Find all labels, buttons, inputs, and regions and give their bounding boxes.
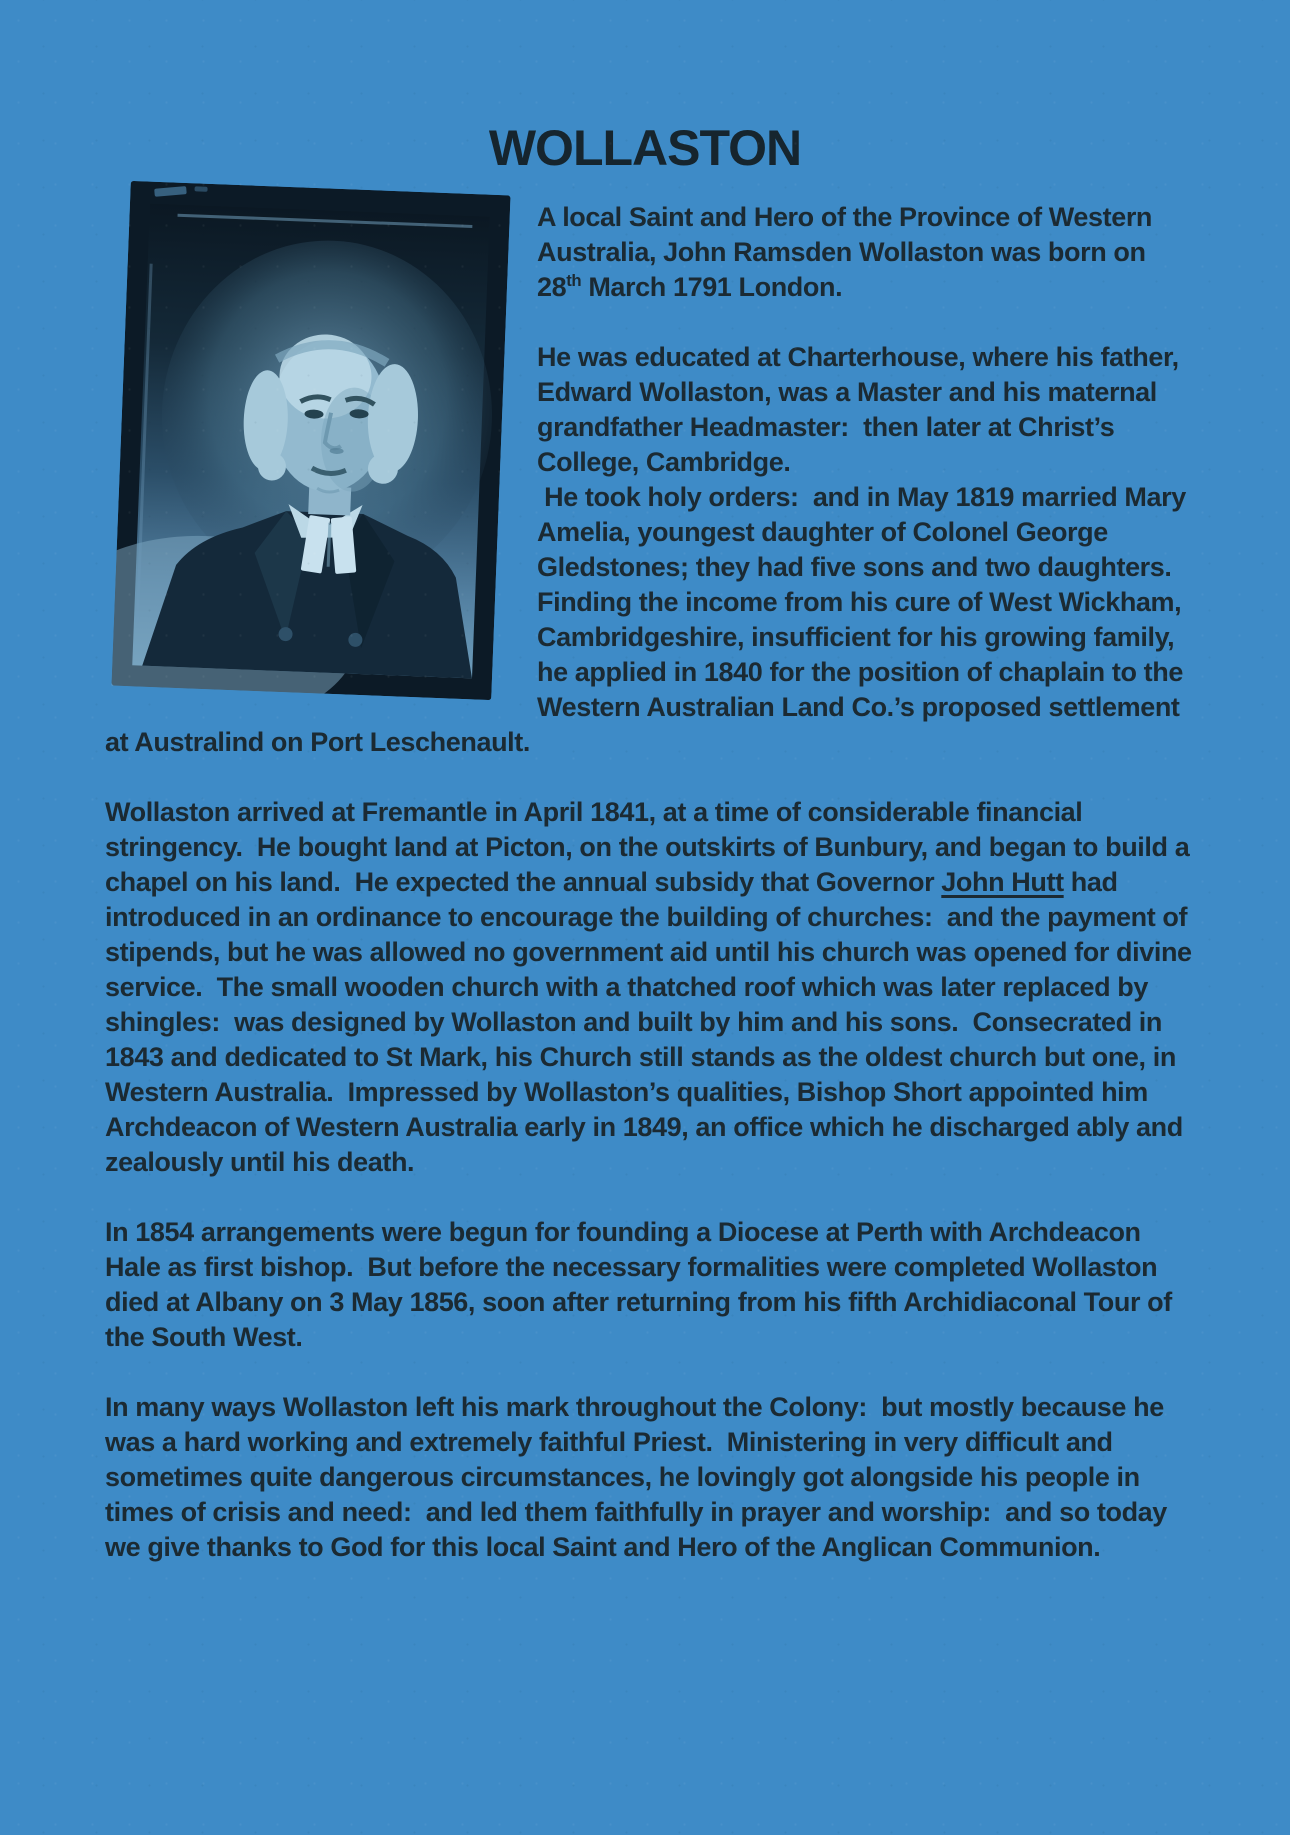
education-paragraph: He was educated at Charterhouse, where his father, Edward Wollaston, was a Master and his maternal grandfather Headmaster: then later at Christ’s College, Cambridge. (537, 342, 1186, 477)
ordinal-superscript: th (566, 271, 582, 290)
diocese-block (105, 1215, 1192, 1355)
page-title: WOLLASTON (488, 120, 802, 176)
fremantle-text-end: had introduced in an ordinance to encourage the building of churches: and the payment of stipends, but he was allowed no government aid until his church was opened for divine service. The small wooden church with a thatched roof which was later replaced by shingles: was designed by Wollaston and built by him and his sons. Consecrated in 1843 and dedicated to St Mark, his Church still stands as the oldest church but one, in Western Australia. Impressed by Wollaston’s qualities, Bishop Short appointed him Archdeacon of Western Australia early in 1849, an office which he discharged ably and zealously until his death. (105, 867, 1199, 1177)
intro-text: A local Saint and Hero of the Province of Western Australia, John Ramsden Wollaston was born on 28 (537, 202, 1159, 302)
john-hutt-underlined: John Hutt (941, 867, 1064, 897)
portrait-photo (111, 181, 510, 700)
fremantle-text-start: Wollaston arrived at Fremantle in April 1841, at a time of considerable financial stringency. He bought land at Picton, on the outskirts of Bunbury, and began to build a chapel on his land. He expected the annual subsidy that Governor (105, 797, 1197, 897)
diocese-paragraph: In 1854 arrangements were begun for founding a Diocese at Perth with Archdeacon Hale as first bishop. But before the necessary formalities were completed Wollaston died at Albany on 3 May 1856, soon after returning from his fifth Archidiaconal Tour of the South West. (105, 1217, 1179, 1352)
income-paragraph: Finding the income from his cure of West Wickham, Cambridgeshire, insufficient for his growing family, he applied in 1840 for the position of chaplain to the Western Australian Land Co.’s proposed settlement at Australind on Port Leschenault. (105, 587, 1191, 757)
portrait-photo-area (111, 200, 499, 700)
article-body (105, 200, 1199, 1565)
legacy-block (105, 1390, 1192, 1565)
fremantle-paragraph (105, 795, 1199, 1180)
fremantle-block (105, 795, 1199, 1180)
marriage-paragraph: He took holy orders: and in May 1819 married Mary Amelia, youngest daughter of Colonel George Gledstones; they had five sons and two daughters. (537, 482, 1192, 582)
portrait-figure (121, 188, 519, 716)
legacy-paragraph: In many ways Wollaston left his mark throughout the Colony: but mostly because he was a hard working and extremely faithful Priest. Ministering in very difficult and sometimes quite dangerous circumstances, he lovingly got alongside his people in times of crisis and need: and led them faithfully in prayer and worship: and so today we give thanks to God for this local Saint and Hero of the Anglican Communion. (105, 1392, 1175, 1562)
intro-text-end: March 1791 London. (581, 272, 843, 302)
